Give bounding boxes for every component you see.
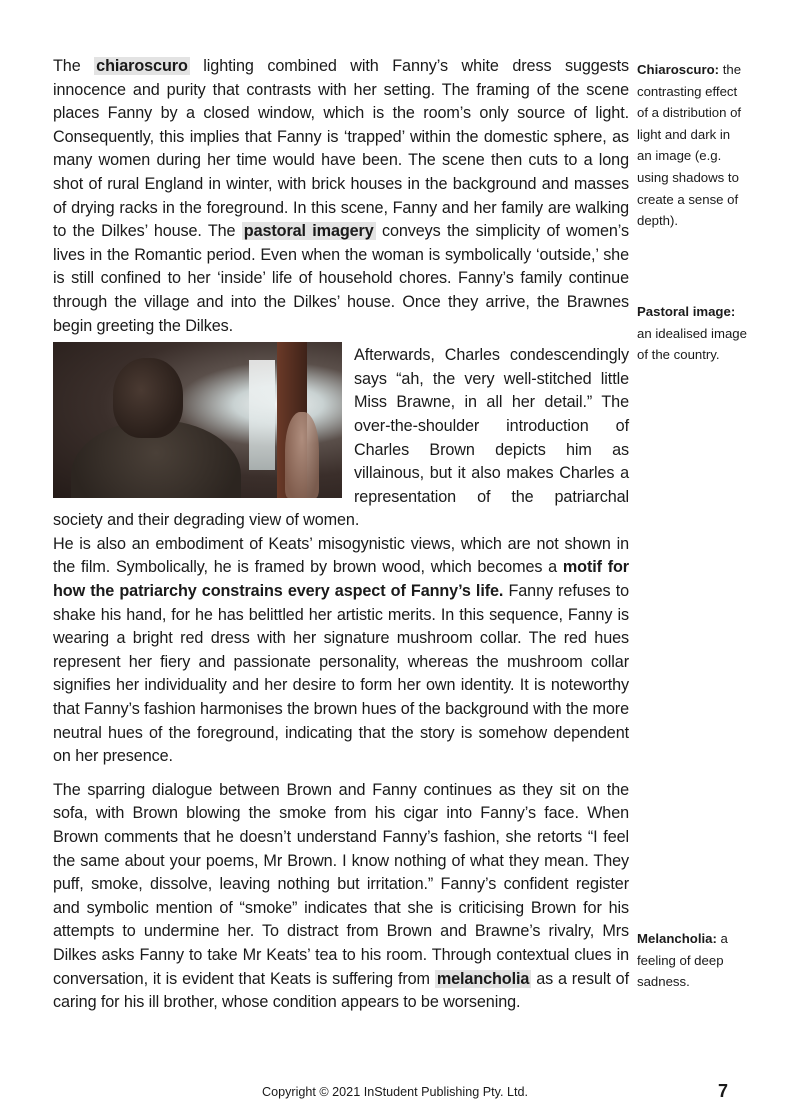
glossary-term: Chiaroscuro: (637, 62, 720, 77)
glossary-definition: the contrasting effect of a distribution of light and dark in an image (e.g. using shadows to create a sense of depth). (637, 62, 742, 229)
keyword-motif: motif for how the patriarchy constrains every aspect of Fanny’s life. (53, 558, 629, 601)
page-number: 7 (718, 1081, 729, 1101)
paragraph-3 (53, 533, 629, 769)
keyword-melancholia: melancholia (436, 969, 530, 988)
paragraph-text: The (53, 57, 95, 75)
window-light (249, 360, 275, 470)
paragraph-1 (53, 55, 629, 338)
paragraph-4 (53, 779, 629, 1015)
keyword-pastoral-imagery: pastoral imagery (243, 222, 374, 241)
glossary-pastoral (637, 301, 747, 366)
paragraph-text: Fanny refuses to shake his hand, for he has belittled her artistic merits. In this sequence, Fanny is wearing a bright red dress with her signature mushroom collar. The red hues represent her fiery and passionate personality, whereas the mushroom collar signifies her individuality and her desire to form her own identity. It is noteworthy that Fanny’s fashion harmonises the brown hues of the background with the more neutral hues of the foreground, indicating that the story is somehow dependent on her presence. (53, 582, 629, 766)
paragraph-text: The sparring dialogue between Brown and Fanny continues as they sit on the sofa, with Brown blowing the smoke from his cigar into Fanny’s face. When Brown comments that he doesn’t understand Fanny’s fashion, she retorts “I feel the same about your poems, Mr Brown. I know nothing of what they mean. They puff, smoke, dissolve, leaving nothing but irritation.” Fanny’s confident register and symbolic mention of “smoke” indicates that she is criticising Brown for his attempts to undermine her. To distract from Brown and Brawne’s rivalry, Mrs Dilkes asks Fanny to take Mr Keats’ tea to his room. Through contextual clues in conversation, it is evident that Keats is suffering from (53, 780, 629, 988)
background-figure (285, 412, 319, 498)
keyword-chiaroscuro: chiaroscuro (96, 57, 188, 75)
man-head (113, 358, 183, 438)
glossary-term: Melancholia: (637, 931, 717, 946)
paragraph-text: He is also an embodiment of Keats’ misogynistic views, which are not shown in the film. Symbolically, he is framed by brown wood, which becomes a (53, 534, 629, 577)
paragraph-2: Afterwards, Charles condescendingly says “ah, the very well-stitched little Miss Brawne, in all her detail.” The over-the-shoulder introduction of Charles Brown depicts him as villainous, but it also makes Charles a representation of the patriarchal society and their degrading view of women. (53, 346, 629, 530)
paragraph-text: conveys the simplicity of women’s lives in the Romantic period. Even when the woman is symbolically ‘outside,’ she is still confined to her ‘inside’ life of household chores. Fanny’s family continue through the village and into the Dilkes’ house. Once they arrive, the Brawnes begin greeting the Dilkes. (53, 222, 629, 335)
film-still-image (53, 342, 342, 498)
paragraph-text: as a result of caring for his ill brother, whose condition appears to be worsening. (53, 969, 629, 1012)
glossary-chiaroscuro (637, 59, 747, 232)
copyright-footer: Copyright © 2021 InStudent Publishing Pty. Ltd. (262, 1085, 528, 1099)
glossary-term: Pastoral image: (637, 304, 736, 319)
paragraph-text: lighting combined with Fanny’s white dress suggests innocence and purity that contrasts with her setting. The framing of the scene places Fanny by a closed window, which is the room’s only source of light. Consequently, this implies that Fanny is ‘trapped’ within the domestic sphere, as many women during her time would have been. The scene then cuts to a long shot of rural England in winter, with brick houses in the background and masses of drying racks in the foreground. In this scene, Fanny and her family are walking to the Dilkes’ house. The (53, 57, 630, 241)
main-text (53, 55, 629, 1015)
glossary-definition: a feeling of deep sadness. (637, 931, 728, 990)
glossary-definition: an idealised image of the country. (637, 325, 747, 363)
glossary-melancholia (637, 928, 747, 993)
